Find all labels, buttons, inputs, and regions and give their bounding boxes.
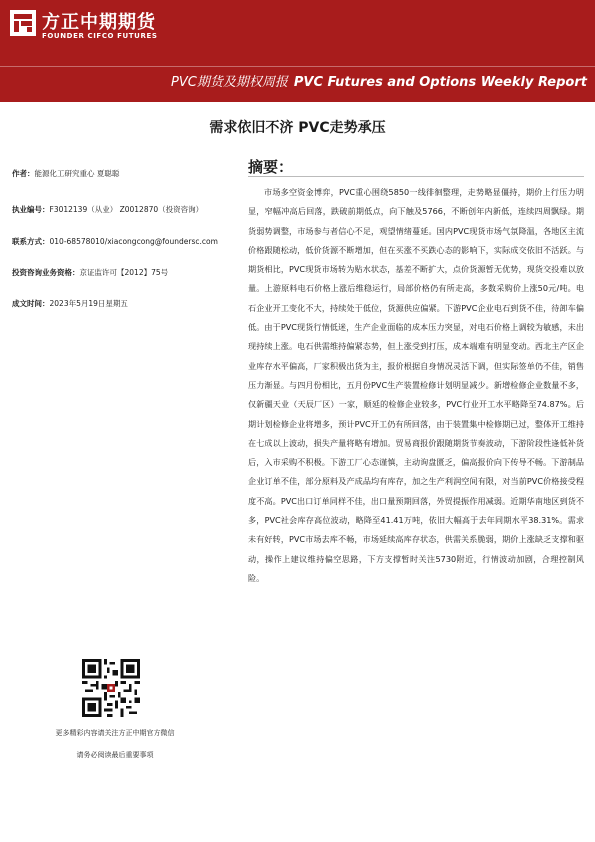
- date-label: 成文时间：: [12, 299, 50, 308]
- header-banner: [0, 0, 595, 102]
- report-title-en: PVC Futures and Options Weekly Report: [293, 75, 587, 90]
- contact-row: [12, 236, 218, 247]
- qr-note-follow: 更多精彩内容请关注方正中期官方微信: [55, 729, 175, 737]
- author-value: 能源化工研究重心 夏聪聪: [34, 169, 120, 178]
- license-row: [12, 204, 203, 215]
- banner-divider: [0, 66, 595, 67]
- author-label: 作者：: [12, 169, 35, 178]
- founder-logo-icon: [10, 10, 36, 36]
- company-logo: [10, 8, 180, 48]
- contact-label: 联系方式：: [12, 237, 50, 246]
- report-title-cn: PVC期货及期权周报: [171, 75, 288, 90]
- brand-name-cn: 方正中期期货: [42, 12, 156, 33]
- contact-value[interactable]: 010-68578010/xiacongcong@foundersc.com: [49, 237, 218, 246]
- summary-title: 摘要：: [248, 158, 294, 176]
- qualification-row: [12, 267, 168, 278]
- license-value: F3012139（从业） Z0012870（投资咨询）: [49, 205, 204, 214]
- summary-divider: [248, 176, 584, 177]
- page-headline: 需求依旧不济 PVC走势承压: [209, 120, 386, 136]
- qr-note-disclaimer: 请务必阅读最后重要事项: [76, 751, 154, 759]
- report-title: [171, 71, 587, 90]
- wechat-qr-code-icon: [82, 659, 140, 717]
- author-row: [12, 168, 119, 179]
- brand-name-en: FOUNDER CIFCO FUTURES: [42, 32, 158, 40]
- date-value: 2023年5月19日星期五: [49, 299, 128, 308]
- summary-body: 市场多空资金博弈，PVC重心围绕5850一线徘徊整理，走势略显僵持，期价上行压力明显，窄幅冲高后回落，跌破前期低点，向下触及5766，不断创年内新低，连续四周飘绿。期货弱势调整，市场参与者信心不足，观望情绪蔓延。国内PVC现货市场气氛降温，各地区主流价格跟随松动，低价货源不断增加，但在买涨不买跌心态的影响下，实际成交依旧不活跃。与期货相比，PVC现货市场转为贴水状态，基差不断扩大，点价货源暂无优势，现货交投难以放量。上游原料电石价格上涨后维稳运行，局部价格仍有所走高，多数采购价上涨50元/吨。电石企业开工变化不大，持续处于低位，货源供应偏紧。下游PVC企业电石到货不佳，待卸车偏低。由于PVC现货行情低迷，生产企业面临的成本压力突显，对电石价格上调较为敏感，未出现持续上涨。电石供需维持偏紧态势，但上涨受到打压，成本端难有明显变动。西北主产区企业库存水平偏高，厂家积极出货为主，报价根据自身情况灵活下调，但实际签单仍不佳，销售压力渐显。与四月份相比，五月份PVC生产装置检修计划明显减少。新增检修企业数量不多，仅新疆天业（天辰厂区）一家，顺延的检修企业较多，PVC行业开工水平略降至74.87%。后期计划检修企业将增多，预计PVC开工仍有所回落，由于装置集中检修期已过，整体开工维持在七成以上波动，损失产量将略有增加。贸易商报价跟随期货节奏波动，下游阶段性逢低补货后，入市采购不积极。下游工厂心态谨慎，主动询盘匮乏，偏高报价向下传导不畅。下游制品企业订单不佳，部分原料及产成品均有库存，加之生产利润空间有限，对当前PVC价格接受程度不高。PVC出口订单同样不佳，出口量预期回落，外贸提振作用减弱。近期华南地区到货不多，PVC社会库存高位波动，略降至41.41万吨，依旧大幅高于去年同期水平38.31%。需求未有好转，PVC市场去库不畅，市场延续高库存状态，供需关系脆弱，期价上涨缺乏支撑和驱动，操作上建议维持偏空思路，下方支撑暂时关注5730附近，行情波动加剧，合理控制风险。: [248, 187, 584, 583]
- license-label: 执业编号：: [12, 205, 50, 214]
- date-row: [12, 298, 128, 309]
- qualification-label: 投资咨询业务资格：: [12, 268, 80, 277]
- qualification-value: 京证监许可【2012】75号: [79, 268, 169, 277]
